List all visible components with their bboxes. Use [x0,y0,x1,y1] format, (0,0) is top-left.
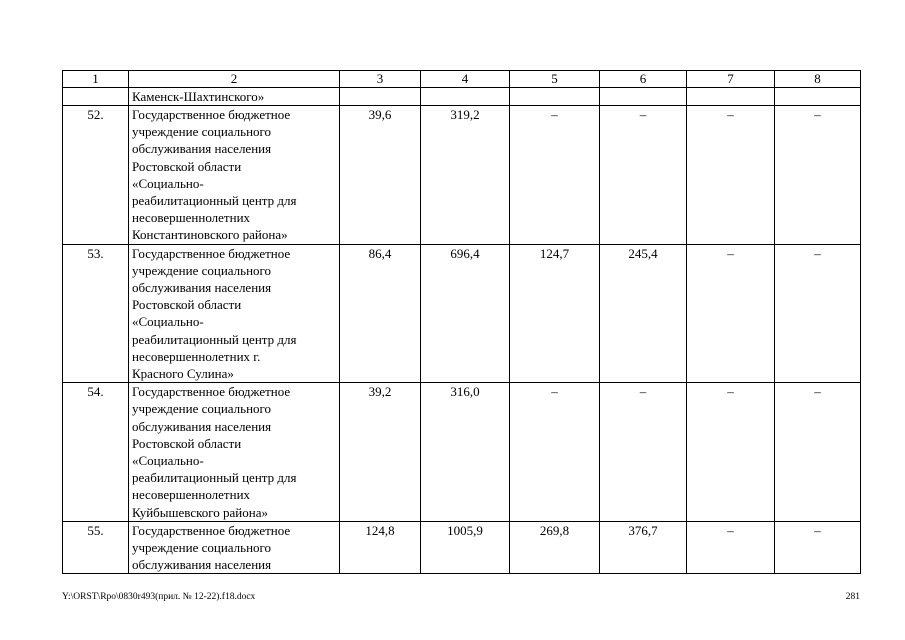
table-row [63,383,861,522]
row-value: 124,8 [340,521,421,574]
header-cell: 7 [687,71,775,88]
row-value: – [687,106,775,245]
row-name-line: Государственное бюджетное [132,522,291,538]
row-name-line: реабилитационный центр для [132,193,297,209]
row-value: – [775,383,861,522]
row-name-line: учреждение социального [132,262,272,278]
row-value: – [687,383,775,522]
row-name-line: Красного Сулина» [132,366,234,382]
row-value: 696,4 [421,244,510,383]
row-value: 39,2 [340,383,421,522]
row-value [687,88,775,106]
row-name-line: «Социально- [132,175,204,191]
row-value: – [600,383,687,522]
row-value: 376,7 [600,521,687,574]
row-name-line: обслуживания населения [132,141,272,157]
row-name [129,106,340,245]
row-number: 53. [63,244,129,383]
row-number [63,88,129,106]
continuation-row [63,88,861,106]
row-name-line: учреждение социального [132,124,272,140]
row-name-line: обслуживания населения [132,280,272,296]
row-name-line: несовершеннолетних [132,210,251,226]
table-row [63,521,861,574]
row-number: 54. [63,383,129,522]
row-value: 269,8 [510,521,600,574]
row-value: 1005,9 [421,521,510,574]
row-value: 86,4 [340,244,421,383]
row-name-line: несовершеннолетних [132,487,251,503]
header-cell: 6 [600,71,687,88]
row-name-line: Государственное бюджетное [132,107,291,122]
row-name-line: Константиновского района» [132,227,288,243]
row-value: – [510,383,600,522]
row-value: 39,6 [340,106,421,245]
row-name-line: «Социально- [132,314,204,330]
row-value: 319,2 [421,106,510,245]
header-cell: 5 [510,71,600,88]
row-name-line: учреждение социального [132,540,272,556]
row-value: – [775,244,861,383]
row-value [775,88,861,106]
header-cell: 1 [63,71,129,88]
row-name-line: «Социально- [132,453,204,469]
row-name-line: обслуживания населения [132,418,272,434]
row-name-line: Ростовской области [132,435,242,451]
table-row [63,244,861,383]
footer-page-number: 281 [845,592,860,602]
header-cell: 3 [340,71,421,88]
row-value: 316,0 [421,383,510,522]
row-name [129,244,340,383]
row-value [421,88,510,106]
row-value: – [775,106,861,245]
row-name-line: Ростовской области [132,158,242,174]
row-name-line: реабилитационный центр для [132,470,297,486]
row-name: Каменск-Шахтинского» [129,88,340,106]
row-name-line: реабилитационный центр для [132,331,297,347]
row-name-line: Ростовской области [132,297,242,313]
header-cell: 4 [421,71,510,88]
row-value [600,88,687,106]
row-value [340,88,421,106]
row-name-line: Государственное бюджетное [132,245,291,261]
data-table [62,70,861,574]
row-name-line: Государственное бюджетное [132,384,291,400]
header-cell: 2 [129,71,340,88]
table-row [63,106,861,245]
row-value: – [775,521,861,574]
row-number: 55. [63,521,129,574]
header-row [63,71,861,88]
row-name-line: обслуживания населения [132,557,272,573]
header-cell: 8 [775,71,861,88]
row-number: 52. [63,106,129,245]
row-value: 124,7 [510,244,600,383]
footer-file-path: Y:\ORST\Rpo\0830r493(прил. № 12-22).f18.docx [62,592,256,602]
row-name [129,383,340,522]
row-value: – [600,106,687,245]
row-name-line: Куйбышевского района» [132,504,268,520]
row-value: 245,4 [600,244,687,383]
row-name-line: учреждение социального [132,401,272,417]
row-value: – [687,244,775,383]
row-name [129,521,340,574]
row-value: – [687,521,775,574]
row-value [510,88,600,106]
row-name-line: несовершеннолетних г. [132,348,261,364]
row-value: – [510,106,600,245]
